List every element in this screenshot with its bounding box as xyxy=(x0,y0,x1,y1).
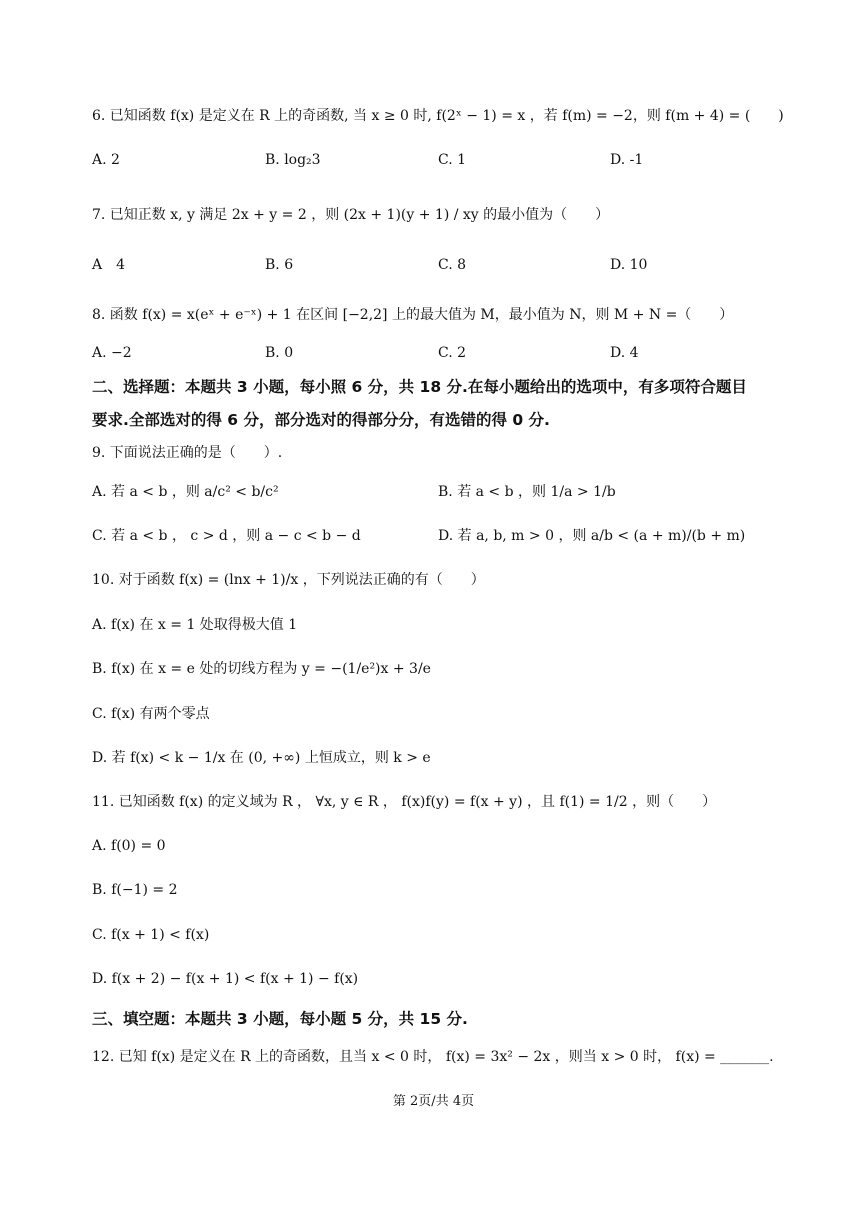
question-10-stem: 10. 对于函数 f(x) = (lnx + 1)/x ，下列说法正确的有（ ） xyxy=(92,572,485,588)
question-10-option-b: B. f(x) 在 x = e 处的切线方程为 y = −(1/e²)x + 3/e xyxy=(92,661,431,677)
question-6-stem: 6. 已知函数 f(x) 是定义在 R 上的奇函数, 当 x ≥ 0 时, f(2ˣ − 1) = x ，若 f(m) = −2，则 f(m + 4) = ( ) xyxy=(92,108,784,124)
question-9-option-a: A. 若 a < b ，则 a/c² < b/c² xyxy=(92,484,279,500)
question-9-option-b: B. 若 a < b ，则 1/a > 1/b xyxy=(438,484,616,500)
question-10-option-d: D. 若 f(x) < k − 1/x 在 (0, +∞) 上恒成立，则 k > e xyxy=(92,750,431,766)
question-7-option-c: C. 8 xyxy=(438,257,467,273)
question-8-option-a: A. −2 xyxy=(92,345,132,361)
question-11-option-b: B. f(−1) = 2 xyxy=(92,882,178,898)
question-9-option-c: C. 若 a < b ， c > d ，则 a − c < b − d xyxy=(92,528,361,544)
question-8-option-b: B. 0 xyxy=(265,345,294,361)
question-9-stem: 9. 下面说法正确的是（ ）. xyxy=(92,445,283,461)
question-8-option-d: D. 4 xyxy=(610,345,639,361)
section-2-heading-line-2: 要求.全部选对的得 6 分，部分选对的得部分分，有选错的得 0 分. xyxy=(92,411,550,429)
section-3-heading: 三、填空题：本题共 3 小题，每小题 5 分，共 15 分. xyxy=(92,1010,468,1028)
question-11-stem: 11. 已知函数 f(x) 的定义域为 R ， ∀x, y ∈ R ， f(x)f(y) = f(x + y) ，且 f(1) = 1/2 ，则（ ） xyxy=(92,794,717,810)
question-6-option-a: A. 2 xyxy=(92,152,120,168)
question-6-option-d: D. -1 xyxy=(610,152,644,168)
question-11-option-c: C. f(x + 1) < f(x) xyxy=(92,927,210,943)
question-7-stem: 7. 已知正数 x, y 满足 2x + y = 2 ，则 (2x + 1)(y + 1) / xy 的最小值为（ ） xyxy=(92,207,610,223)
question-12-stem: 12. 已知 f(x) 是定义在 R 上的奇函数，且当 x < 0 时， f(x) = 3x² − 2x ，则当 x > 0 时， f(x) = _______. xyxy=(92,1049,774,1065)
question-8-option-c: C. 2 xyxy=(438,345,467,361)
question-10-option-c: C. f(x) 有两个零点 xyxy=(92,706,210,722)
question-7-option-b: B. 6 xyxy=(265,257,294,273)
question-11-option-a: A. f(0) = 0 xyxy=(92,838,166,854)
question-9-option-d: D. 若 a, b, m > 0 ，则 a/b < (a + m)/(b + m) xyxy=(438,528,746,544)
section-2-heading-line-1: 二、选择题：本题共 3 小题，每小照 6 分，共 18 分.在每小题给出的选项中，有多项符合题目 xyxy=(92,378,747,396)
question-11-option-d: D. f(x + 2) − f(x + 1) < f(x + 1) − f(x) xyxy=(92,971,359,987)
question-8-stem: 8. 函数 f(x) = x(eˣ + e⁻ˣ) + 1 在区间 [−2,2] 上的最大值为 M，最小值为 N，则 M + N =（ ） xyxy=(92,307,734,323)
question-10-option-a: A. f(x) 在 x = 1 处取得极大值 1 xyxy=(92,617,298,633)
question-7-option-d: D. 10 xyxy=(610,257,648,273)
question-6-option-c: C. 1 xyxy=(438,152,467,168)
question-6-option-b: B. log₂3 xyxy=(265,152,321,168)
page-number-footer: 第 2页/共 4页 xyxy=(392,1094,475,1109)
question-7-option-a: A 4 xyxy=(92,257,126,273)
